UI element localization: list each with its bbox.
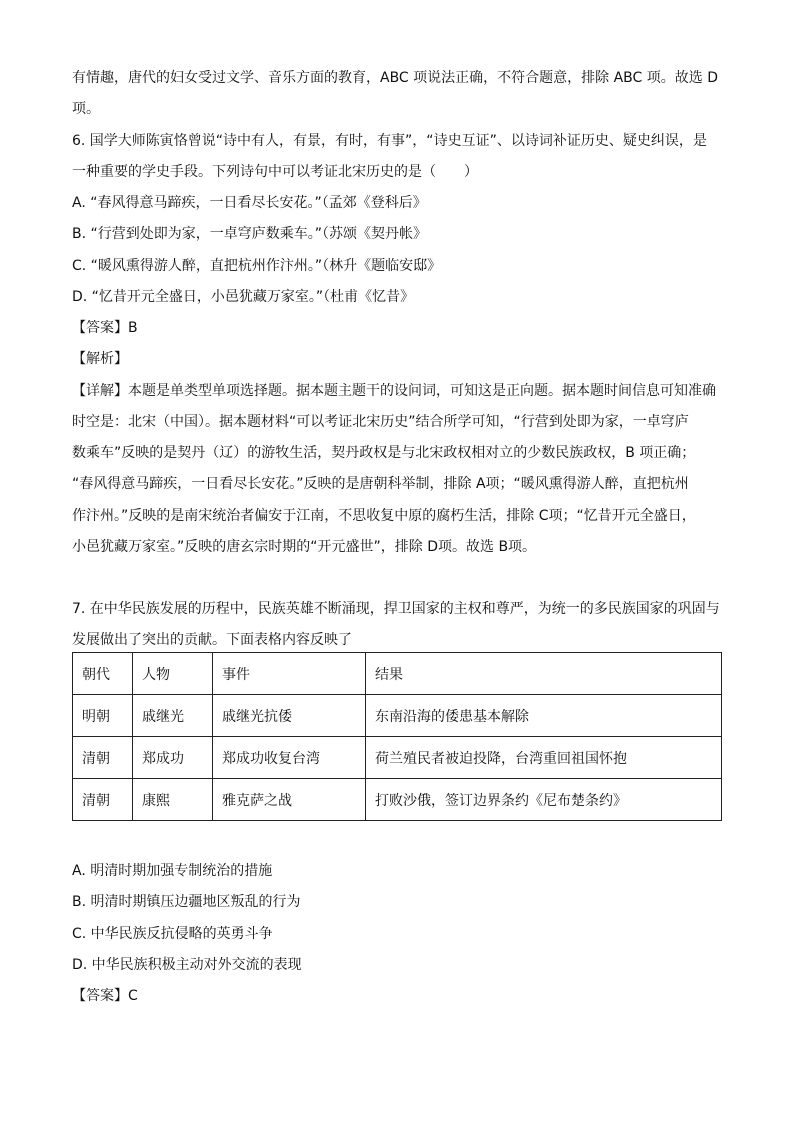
table-cell: 雅克萨之战 [213,779,366,821]
question-7-option-c: C. 中华民族反抗侵略的英勇斗争 [72,926,273,942]
table-header-row [73,653,722,695]
table-header-event: 事件 [213,653,366,695]
question-7-stem-line-1: 7. 在中华民族发展的历程中，民族英雄不断涌现，捍卫国家的主权和尊严，为统一的多民族国家的巩固与 [72,601,720,617]
question-6-detail-line-1: 【详解】本题是单类型单项选择题。据本题主题干的设问词，可知这是正向题。据本题时间信息可知准确 [72,383,716,399]
table-cell: 东南沿海的倭患基本解除 [366,695,722,737]
table-cell: 戚继光抗倭 [213,695,366,737]
table-cell: 明朝 [73,695,133,737]
question-6-analysis-label: 【解析】 [72,351,128,367]
question-6-detail-line-4: “春风得意马蹄疾，一日看尽长安花。”反映的是唐朝科举制，排除 A项；“暖风熏得游人醉，直把杭州 [72,476,689,492]
table-cell: 郑成功 [133,737,213,779]
table-header-dynasty: 朝代 [73,653,133,695]
table-row [73,779,722,821]
table-cell: 清朝 [73,779,133,821]
table-cell: 清朝 [73,737,133,779]
table-header-result: 结果 [366,653,722,695]
question-7-answer: 【答案】C [72,988,138,1004]
table-cell: 戚继光 [133,695,213,737]
question-6-option-b: B. “行营到处即为家，一卓穹庐数乘车。”（苏颂《契丹帐》 [72,226,428,242]
table-row [73,737,722,779]
question-6-detail-line-3: 数乘车”反映的是契丹（辽）的游牧生活，契丹政权是与北宋政权相对立的少数民族政权，B 项正确； [72,445,696,461]
question-7-option-a: A. 明清时期加强专制统治的措施 [72,863,273,879]
heroes-table [72,652,722,821]
table-cell: 打败沙俄，签订边界条约《尼布楚条约》 [366,779,722,821]
question-7-stem-line-2: 发展做出了突出的贡献。下面表格内容反映了 [72,632,352,648]
question-6-stem-line-1: 6. 国学大师陈寅恪曾说“诗中有人，有景，有时，有事”，“诗史互证”、以诗词补证历史、疑史纠误，是 [72,133,707,149]
question-6-detail-line-2: 时空是：北宋（中国）。据本题材料“可以考证北宋历史”结合所学可知，“行营到处即为家，一卓穹庐 [72,414,689,430]
continuation-line-1: 有情趣，唐代的妇女受过文学、音乐方面的教育，ABC 项说法正确，不符合题意，排除 ABC 项。故选 D [72,70,719,86]
question-6-option-c: C. “暖风熏得游人醉，直把杭州作汴州。”（林升《题临安邸》 [72,258,442,274]
question-6-answer: 【答案】B [72,320,138,336]
question-6-option-d: D. “忆昔开元全盛日，小邑犹藏万家室。”（杜甫《忆昔》 [72,289,415,305]
table-cell: 荷兰殖民者被迫投降，台湾重回祖国怀抱 [366,737,722,779]
question-7-option-b: B. 明清时期镇压边疆地区叛乱的行为 [72,894,301,910]
question-6-stem-line-2: 一种重要的学史手段。下列诗句中可以考证北宋历史的是（ ） [72,164,478,180]
table-cell: 康熙 [133,779,213,821]
table-row [73,695,722,737]
continuation-line-2: 项。 [72,101,100,117]
question-7-option-d: D. 中华民族积极主动对外交流的表现 [72,957,302,973]
question-6-detail-line-6: 小邑犹藏万家室。”反映的唐玄宗时期的“开元盛世”，排除 D项。故选 B项。 [72,539,537,555]
question-6-detail-line-5: 作汴州。”反映的是南宋统治者偏安于江南，不思收复中原的腐朽生活，排除 C项；“忆昔开元全盛日， [72,508,696,524]
table-header-person: 人物 [133,653,213,695]
table-cell: 郑成功收复台湾 [213,737,366,779]
question-6-option-a: A. “春风得意马蹄疾，一日看尽长安花。”（孟郊《登科后》 [72,195,427,211]
